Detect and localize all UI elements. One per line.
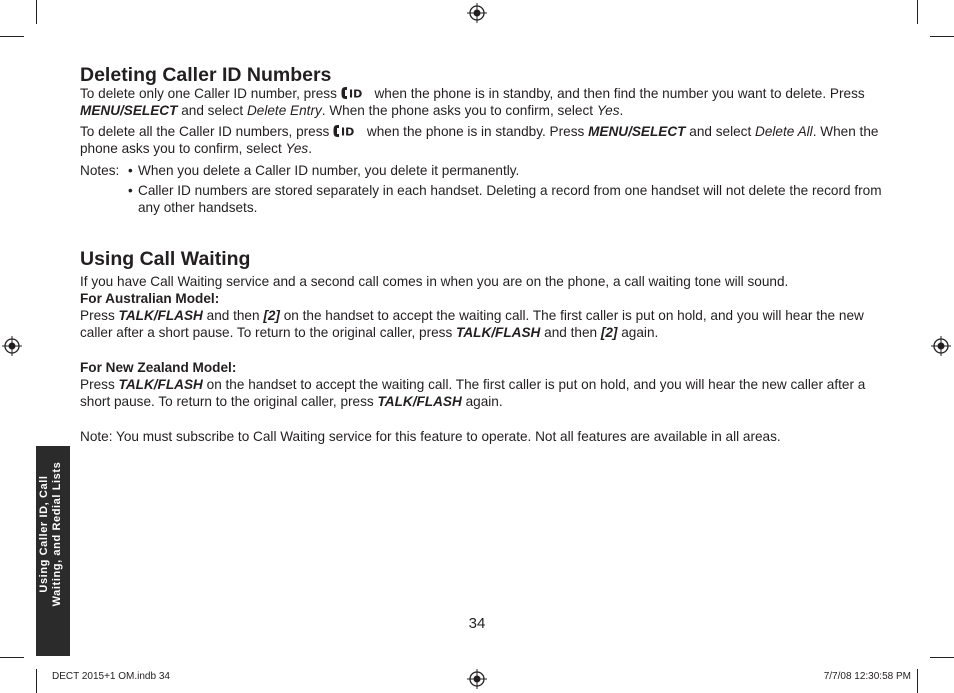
- notes-label: Notes:: [80, 163, 120, 178]
- page-number: 34: [468, 615, 486, 632]
- paragraph-call-waiting-intro: If you have Call Waiting service and a second call comes in when you are on the phone, a call waiting tone will sound.: [80, 274, 789, 289]
- caller-id-button-icon: [341, 86, 371, 100]
- crop-mark-bottom-left-h: [0, 657, 24, 658]
- subheading-new-zealand-model: For New Zealand Model:: [80, 360, 237, 375]
- section-heading-call-waiting: Using Call Waiting: [80, 248, 251, 270]
- crop-mark-top-left-v: [36, 0, 37, 24]
- crop-mark-bottom-right-v: [917, 669, 918, 693]
- crop-mark-top-right-h: [930, 36, 954, 37]
- paragraph-australian-model: Press TALK/FLASH and then [2] on the handset to accept the waiting call. The first caller is put on hold, and you will hear the new caller after a short pause. To return to the original caller, press TALK/FLASH and then [2] again.: [80, 308, 864, 340]
- registration-mark-icon: [2, 336, 22, 356]
- crop-mark-bottom-left-v: [36, 669, 37, 693]
- paragraph-delete-one: To delete only one Caller ID number, press ID when the phone is in standby, and then find the number you want to delete. Press MENU/SELECT and select Delete Entry. When the phone asks you to confirm, select Yes.: [80, 86, 865, 118]
- crop-mark-top-left-h: [0, 36, 24, 37]
- footer-file-info: DECT 2015+1 OM.indb 34: [52, 671, 170, 682]
- registration-mark-icon: [467, 669, 487, 689]
- notes-bullet: •: [128, 183, 133, 198]
- crop-mark-bottom-right-h: [930, 657, 954, 658]
- crop-mark-top-right-v: [917, 0, 918, 24]
- footer-timestamp: 7/7/08 12:30:58 PM: [823, 671, 911, 682]
- notes-bullet: •: [128, 163, 133, 178]
- section-heading-deleting-caller-id: Deleting Caller ID Numbers: [80, 64, 332, 86]
- note-item: When you delete a Caller ID number, you delete it permanently.: [138, 163, 520, 178]
- paragraph-delete-all: To delete all the Caller ID numbers, press ID when the phone is in standby. Press MENU/SELECT and select Delete All. When the phone asks you to confirm, select Yes.: [80, 124, 879, 156]
- note-item: Caller ID numbers are stored separately in each handset. Deleting a record from one handset will not delete the record from any other handsets.: [138, 183, 882, 215]
- registration-mark-icon: [467, 3, 487, 23]
- subheading-australian-model: For Australian Model:: [80, 291, 220, 306]
- registration-mark-icon: [931, 336, 951, 356]
- caller-id-button-icon: [333, 124, 363, 138]
- side-tab-label: Using Caller ID, Call Waiting, and Redial Lists: [38, 461, 63, 607]
- paragraph-subscription-note: Note: You must subscribe to Call Waiting service for this feature to operate. Not all features are available in all areas.: [80, 429, 781, 444]
- svg-text:ID: ID: [348, 87, 362, 100]
- paragraph-new-zealand-model: Press TALK/FLASH on the handset to accept the waiting call. The first caller is put on hold, and you will hear the new caller after a short pause. To return to the original caller, press TALK/FLASH again.: [80, 377, 866, 409]
- svg-text:ID: ID: [341, 125, 355, 138]
